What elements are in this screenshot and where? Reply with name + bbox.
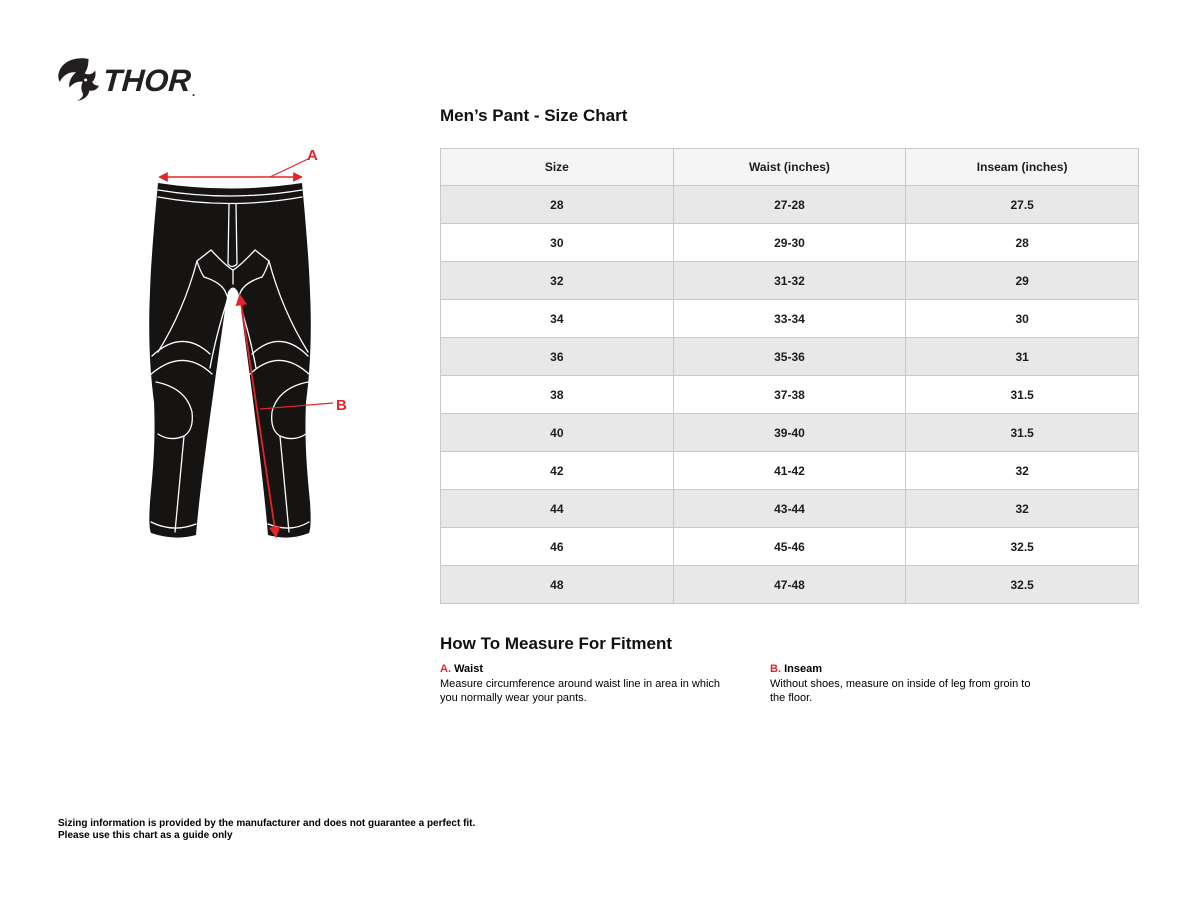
table-cell: 32.5 <box>906 528 1139 566</box>
column-header-waist: Waist (inches) <box>673 149 906 186</box>
size-table-body <box>441 186 1139 604</box>
pants-silhouette <box>149 183 311 538</box>
size-table-head <box>441 149 1139 186</box>
table-cell: 38 <box>441 376 674 414</box>
pants-measurement-diagram <box>100 120 400 600</box>
table-cell: 31 <box>906 338 1139 376</box>
measure-name-waist: Waist <box>454 663 483 675</box>
table-cell: 30 <box>441 224 674 262</box>
measure-inseam-description: Without shoes, measure on inside of leg from groin to the floor. <box>770 677 1031 704</box>
table-cell: 30 <box>906 300 1139 338</box>
measure-waist-description: Measure circumference around waist line in area in which you normally wear your pants. <box>440 677 721 704</box>
table-cell: 35-36 <box>673 338 906 376</box>
table-cell: 47-48 <box>673 566 906 604</box>
table-row <box>441 414 1139 452</box>
table-cell: 42 <box>441 452 674 490</box>
table-row <box>441 300 1139 338</box>
table-cell: 27.5 <box>906 186 1139 224</box>
table-cell: 31.5 <box>906 376 1139 414</box>
table-row <box>441 338 1139 376</box>
table-cell: 45-46 <box>673 528 906 566</box>
size-chart-title: Men’s Pant - Size Chart <box>440 106 628 125</box>
measure-name-inseam: Inseam <box>784 663 822 675</box>
table-row <box>441 376 1139 414</box>
size-chart-table <box>440 148 1139 604</box>
table-cell: 28 <box>906 224 1139 262</box>
measure-inseam-heading <box>770 662 1100 677</box>
table-cell: 41-42 <box>673 452 906 490</box>
table-row <box>441 566 1139 604</box>
table-row <box>441 224 1139 262</box>
column-header-inseam: Inseam (inches) <box>906 149 1139 186</box>
table-row <box>441 452 1139 490</box>
table-cell: 48 <box>441 566 674 604</box>
table-row <box>441 186 1139 224</box>
table-cell: 29-30 <box>673 224 906 262</box>
table-cell: 31-32 <box>673 262 906 300</box>
measure-item-waist <box>440 662 770 706</box>
measure-letter-a: A. <box>440 663 451 675</box>
measure-item-inseam <box>770 662 1100 706</box>
column-header-size: Size <box>441 149 674 186</box>
table-cell: 40 <box>441 414 674 452</box>
table-cell: 36 <box>441 338 674 376</box>
table-row <box>441 528 1139 566</box>
table-cell: 44 <box>441 490 674 528</box>
sizing-disclaimer <box>58 818 475 841</box>
table-cell: 32 <box>906 490 1139 528</box>
disclaimer-line-1: Sizing information is provided by the manufacturer and does not guarantee a perfect fit. <box>58 818 476 829</box>
thor-goat-icon <box>57 57 99 103</box>
table-row <box>441 262 1139 300</box>
measure-waist-heading <box>440 662 770 677</box>
table-cell: 43-44 <box>673 490 906 528</box>
table-cell: 28 <box>441 186 674 224</box>
inseam-label-b: B <box>336 397 347 414</box>
disclaimer-line-2: Please use this chart as a guide only <box>58 829 233 841</box>
table-cell: 27-28 <box>673 186 906 224</box>
table-cell: 33-34 <box>673 300 906 338</box>
table-cell: 31.5 <box>906 414 1139 452</box>
table-cell: 32 <box>906 452 1139 490</box>
table-cell: 46 <box>441 528 674 566</box>
table-cell: 34 <box>441 300 674 338</box>
pants-illustration <box>100 120 400 600</box>
thor-logo <box>57 57 195 103</box>
table-cell: 39-40 <box>673 414 906 452</box>
how-to-measure-section <box>440 662 1140 706</box>
measure-letter-b: B. <box>770 663 781 675</box>
table-cell: 37-38 <box>673 376 906 414</box>
how-to-measure-title: How To Measure For Fitment <box>440 634 673 653</box>
table-cell: 32.5 <box>906 566 1139 604</box>
table-row <box>441 490 1139 528</box>
thor-logo-wordmark: THOR <box>101 62 193 98</box>
waist-label-leader-line <box>270 159 308 177</box>
waist-label-a: A <box>307 147 318 164</box>
thor-logo-trademark-dot: . <box>191 85 196 99</box>
table-header-row <box>441 149 1139 186</box>
table-cell: 32 <box>441 262 674 300</box>
table-cell: 29 <box>906 262 1139 300</box>
